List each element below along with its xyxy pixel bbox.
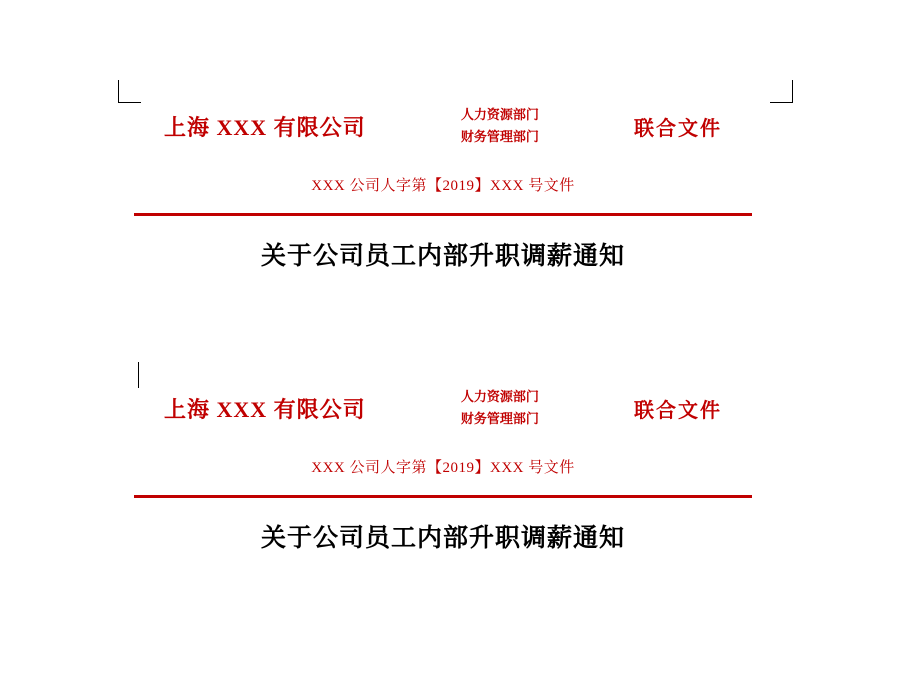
company-name: 上海 XXX 有限公司	[164, 114, 366, 140]
company-name: 上海 XXX 有限公司	[164, 396, 366, 422]
document-number: XXX 公司人字第【2019】XXX 号文件	[311, 178, 575, 194]
margin-mark-top-right	[770, 80, 793, 103]
document-title: 关于公司员工内部升职调薪通知	[260, 525, 625, 552]
document-title: 关于公司员工内部升职调薪通知	[260, 243, 625, 270]
department-line-1: 人力资源部门	[460, 107, 539, 122]
department-names	[461, 104, 539, 148]
margin-mark-top-left	[118, 80, 141, 103]
department-line-2: 财务管理部门	[460, 411, 539, 426]
red-divider-rule	[134, 213, 752, 216]
department-line-1: 人力资源部门	[460, 389, 539, 404]
text-cursor	[138, 362, 139, 388]
letterhead-row	[134, 104, 752, 148]
letterhead-block-2	[134, 386, 752, 554]
department-names	[461, 386, 539, 430]
letterhead-row	[134, 386, 752, 430]
letterhead-block-1	[134, 104, 752, 272]
document-number: XXX 公司人字第【2019】XXX 号文件	[311, 460, 575, 476]
department-line-2: 财务管理部门	[460, 129, 539, 144]
red-divider-rule	[134, 495, 752, 498]
joint-document-label: 联合文件	[634, 117, 722, 140]
joint-document-label: 联合文件	[634, 399, 722, 422]
